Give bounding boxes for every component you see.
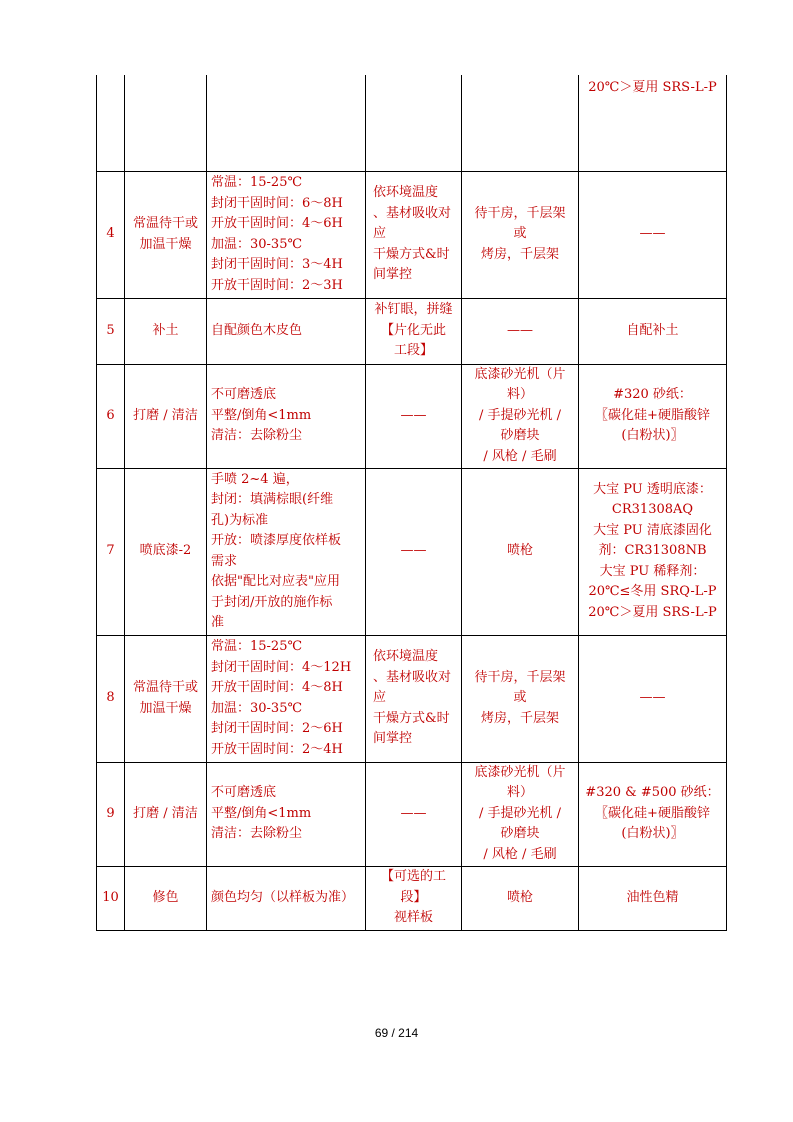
cell-text-line: 砂磨块	[500, 428, 540, 444]
cell-process-step	[125, 866, 207, 930]
cell-text-line: 加温：30-35℃	[211, 236, 303, 252]
cell-text-line: 开放干固时间：4～8H	[211, 680, 343, 695]
cell-text-line: (白粉状)〗	[621, 428, 684, 444]
table-row	[97, 364, 727, 468]
cell-requirements	[207, 364, 366, 468]
cell-text-line: 封闭：填满棕眼(纤维	[211, 492, 334, 507]
cell-text-line: 待干房，千层架	[474, 205, 566, 221]
cell-text-line: 烤房，千层架	[480, 246, 559, 262]
cell-tools	[462, 866, 579, 930]
cell-text-line: 、基材吸收对	[373, 205, 452, 221]
cell-text-line: 开放干固时间：2～4H	[211, 741, 343, 757]
cell-step-number: 4	[97, 171, 125, 298]
cell-text-line: 应	[373, 690, 387, 706]
cell-text-line: #320 砂纸：	[613, 387, 692, 403]
cell-text-line: / 风枪 / 毛刷	[483, 448, 557, 464]
cell-text-line: CR31308AQ	[611, 502, 694, 518]
cell-requirements	[207, 468, 366, 635]
cell-process-step	[125, 762, 207, 866]
cell-notes	[366, 866, 462, 930]
cell-text-line: 常温待干	[132, 216, 185, 231]
cell-text-line: 打磨 / 清	[133, 805, 185, 821]
cell-text-line: 不可磨透底	[211, 785, 277, 801]
cell-text-line: 封闭干固时间：4～12H	[211, 659, 352, 675]
cell-step-number: 9	[97, 762, 125, 866]
cell-tools	[462, 364, 579, 468]
cell-text-line: 干燥方式&时	[373, 710, 450, 726]
cell-text-line: 依环境温度	[373, 185, 439, 201]
cell-notes	[366, 75, 462, 171]
cell-materials	[579, 298, 727, 364]
cell-text-line: #320 & #500 砂纸：	[585, 785, 720, 801]
cell-text-line: 常温：15-25℃	[211, 639, 303, 654]
cell-text-line: 剂：CR31308NB	[598, 543, 707, 559]
cell-text-line: 需求	[211, 553, 238, 569]
cell-text-line: 封闭干固时间：3～4H	[211, 257, 343, 272]
cell-text-line: ——	[400, 805, 427, 821]
cell-text-line: 自配补土	[626, 322, 679, 338]
cell-tools	[462, 468, 579, 635]
cell-text-line: 于封闭/开放的施作标	[211, 594, 333, 610]
cell-text-line: 间掌控	[373, 731, 413, 747]
cell-step-number: 7	[97, 468, 125, 635]
cell-text-line: 封闭干固时间：6～8H	[211, 195, 343, 211]
cell-text-line: ——	[639, 226, 666, 242]
cell-notes	[366, 468, 462, 635]
cell-requirements	[207, 298, 366, 364]
cell-text-line: / 手提砂光机 /	[478, 805, 562, 821]
cell-text-line: 烤房，千层架	[480, 710, 559, 726]
cell-notes	[366, 635, 462, 762]
table-row	[97, 762, 727, 866]
cell-text-line: 料）	[506, 387, 533, 403]
cell-text-line: 【片化无此	[380, 322, 446, 338]
cell-materials	[579, 364, 727, 468]
table-row	[97, 635, 727, 762]
table-row	[97, 298, 727, 364]
cell-text-line: 【可选的工	[380, 869, 446, 885]
cell-text-line: 自配颜色木皮色	[211, 322, 303, 338]
cell-text-line: 依环境温度	[373, 649, 439, 665]
cell-notes	[366, 762, 462, 866]
cell-process-step	[125, 75, 207, 171]
cell-text-line: 加温：30-35℃	[211, 700, 303, 716]
cell-text-line: 油性色精	[626, 889, 679, 905]
cell-step-number: 10	[97, 866, 125, 930]
cell-text-line: 〖碳化硅+硬脂酸锌	[595, 805, 710, 821]
cell-materials	[579, 75, 727, 171]
cell-text-line: 间掌控	[373, 267, 413, 283]
cell-process-step	[125, 364, 207, 468]
cell-text-line: 工段】	[393, 343, 433, 359]
cell-tools	[462, 171, 579, 298]
cell-text-line: 开放干固时间：2～3H	[211, 277, 343, 293]
cell-text-line: 〖碳化硅+硬脂酸锌	[595, 407, 710, 423]
cell-text-line: 加温干燥	[139, 236, 192, 252]
cell-tools	[462, 762, 579, 866]
cell-notes	[366, 364, 462, 468]
cell-text-line: 应	[373, 226, 387, 242]
cell-text-line: 视样板	[393, 910, 433, 926]
cell-text-line: 补土	[152, 322, 179, 338]
cell-text-line: 或	[185, 216, 199, 231]
cell-text-line: 20℃＞夏用 SRS-L-P	[588, 604, 717, 620]
cell-text-line: 喷枪	[506, 889, 533, 905]
cell-text-line: 常温待干	[132, 680, 185, 695]
process-table	[96, 75, 727, 931]
cell-text-line: ——	[639, 690, 666, 706]
cell-materials	[579, 635, 727, 762]
cell-text-line: 加温干燥	[139, 700, 192, 716]
cell-text-line: 待干房，千层架	[474, 669, 566, 685]
cell-requirements	[207, 171, 366, 298]
cell-text-line: 手喷 2~4 遍，	[211, 471, 299, 487]
cell-materials	[579, 762, 727, 866]
cell-text-line: 洁	[184, 407, 198, 423]
cell-text-line: 喷底漆-2	[139, 543, 192, 559]
cell-text-line: 常温：15-25℃	[211, 175, 303, 190]
cell-requirements	[207, 75, 366, 171]
cell-text-line: 修色	[152, 889, 179, 905]
cell-materials	[579, 866, 727, 930]
cell-text-line: ——	[400, 407, 427, 423]
cell-text-line: 开放：喷漆厚度依样板	[211, 533, 342, 548]
cell-text-line: 料）	[506, 785, 533, 801]
cell-text-line: 20℃≤冬用 SRQ-L-P	[588, 584, 717, 600]
cell-text-line: 清洁：去除粉尘	[211, 826, 303, 842]
cell-text-line: 底漆砂光机（片	[474, 764, 566, 780]
table-row	[97, 468, 727, 635]
cell-text-line: 砂磨块	[500, 826, 540, 842]
cell-text-line: 20℃＞夏用 SRS-L-P	[588, 80, 717, 95]
cell-text-line: 开放干固时间：4～6H	[211, 216, 343, 231]
page-number: 69 / 214	[374, 1026, 419, 1040]
cell-text-line: 大宝 PU 稀释剂：	[599, 563, 706, 579]
cell-text-line: 依据"配比对应表"应用	[211, 574, 340, 589]
cell-text-line: 或	[185, 680, 199, 695]
cell-text-line: 、基材吸收对	[373, 669, 452, 685]
cell-step-number: 6	[97, 364, 125, 468]
cell-text-line: 段】	[400, 889, 427, 905]
cell-text-line: 清洁：去除粉尘	[211, 428, 303, 444]
cell-notes	[366, 171, 462, 298]
cell-requirements	[207, 762, 366, 866]
cell-requirements	[207, 635, 366, 762]
cell-text-line: / 手提砂光机 /	[478, 407, 562, 423]
cell-text-line: 补钉眼，拼缝	[374, 302, 453, 318]
cell-text-line: ——	[400, 543, 427, 559]
cell-process-step	[125, 298, 207, 364]
cell-process-step	[125, 635, 207, 762]
cell-notes	[366, 298, 462, 364]
cell-requirements	[207, 866, 366, 930]
cell-text-line: ——	[507, 322, 533, 338]
cell-text-line: (白粉状)〗	[621, 826, 684, 842]
cell-text-line: 不可磨透底	[211, 387, 277, 403]
table-row	[97, 75, 727, 171]
cell-text-line: 大宝 PU 清底漆固化	[593, 522, 712, 538]
cell-tools	[462, 75, 579, 171]
cell-process-step	[125, 171, 207, 298]
cell-step-number	[97, 75, 125, 171]
cell-process-step	[125, 468, 207, 635]
cell-step-number: 8	[97, 635, 125, 762]
cell-text-line: 封闭干固时间：2～6H	[211, 721, 343, 736]
cell-text-line: 洁	[184, 805, 198, 821]
cell-text-line: 打磨 / 清	[133, 407, 185, 423]
cell-tools	[462, 298, 579, 364]
cell-step-number: 5	[97, 298, 125, 364]
table-row	[97, 866, 727, 930]
cell-text-line: 准	[211, 615, 225, 630]
cell-text-line: / 风枪 / 毛刷	[483, 846, 557, 862]
cell-text-line: 干燥方式&时	[373, 246, 450, 262]
cell-text-line: 平整/倒角<1mm	[211, 407, 312, 423]
cell-text-line: 平整/倒角<1mm	[211, 805, 312, 821]
cell-materials	[579, 468, 727, 635]
cell-text-line: 颜色均匀（以样板为准）	[211, 889, 355, 905]
cell-text-line: 喷枪	[506, 543, 533, 559]
cell-text-line: 大宝 PU 透明底漆：	[593, 481, 712, 497]
table-row	[97, 171, 727, 298]
cell-text-line: 或	[513, 690, 527, 706]
cell-text-line: 或	[513, 226, 527, 242]
cell-tools	[462, 635, 579, 762]
cell-materials	[579, 171, 727, 298]
cell-text-line: 底漆砂光机（片	[474, 366, 566, 382]
cell-text-line: 孔)为标准	[211, 512, 269, 528]
